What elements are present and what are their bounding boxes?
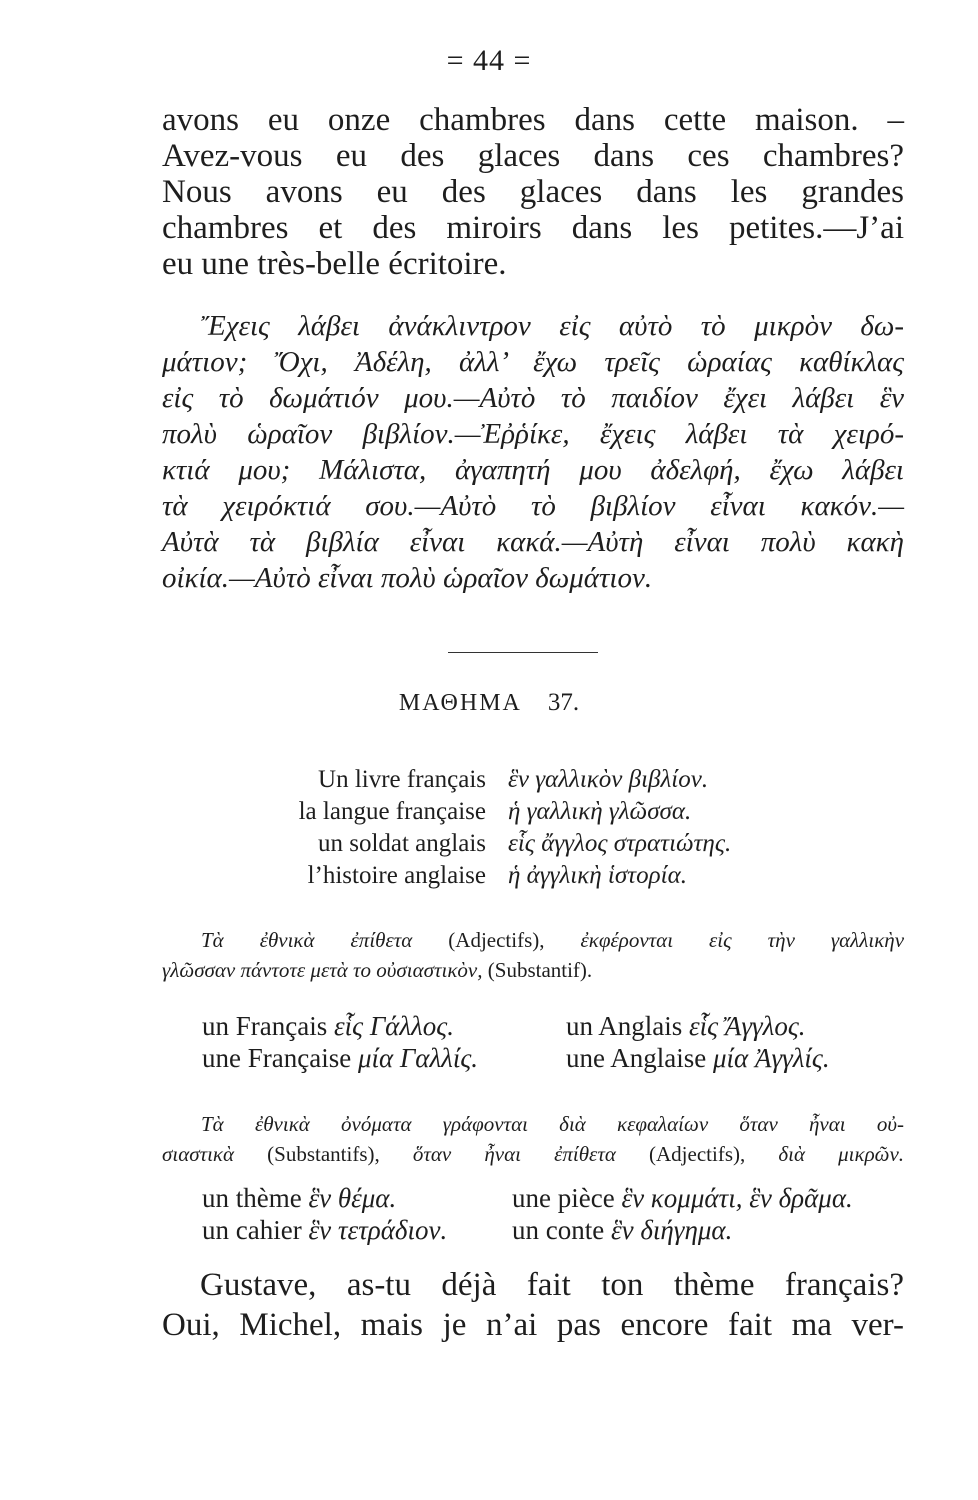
french-line-2: Avez-vous eu des glaces dans ces chambres?	[162, 138, 904, 174]
vocab-gr-3: εἷς ἄγγλος στρατιώτης.	[508, 830, 732, 857]
lesson-heading	[0, 689, 978, 717]
greek-line-1: Ἔχεις λάβει ἀνάκλιντρον εἰς αὐτὸ τὸ μικρὸν δω-	[201, 310, 904, 342]
nationality-row-2b	[566, 1042, 830, 1074]
note1-line-1	[201, 926, 904, 954]
note2-line-1: Τὰ ἐθνικὰ ὀνόματα γράφονται διὰ κεφαλαίων ὅταν ἦναι οὐ-	[201, 1112, 904, 1136]
word-row-1b	[512, 1182, 853, 1214]
greek-line-3: εἰς τὸ δωμάτιόν μου.—Αὐτὸ τὸ παιδίον ἔχει λάβει ἓν	[162, 382, 904, 414]
vocab-fr-3: un soldat anglais	[317, 830, 486, 857]
nationality-fr-2: un Anglais	[566, 1011, 683, 1041]
word-fr-4: un conte	[512, 1215, 605, 1245]
word-gr-4: ἓν διήγημα.	[610, 1215, 733, 1245]
nationality-gr-2: εἷς Ἄγγλος.	[689, 1011, 806, 1041]
french-line-3: Nous avons eu des glaces dans les grandes	[162, 174, 904, 210]
nationality-row-1	[202, 1010, 454, 1042]
french-line-5: eu une très-belle écritoire.	[162, 246, 507, 282]
nationality-fr-1: un Français	[202, 1011, 328, 1041]
page-number: = 44 =	[446, 44, 532, 77]
lesson-title: ΜΑΘΗΜΑ	[398, 690, 522, 716]
word-fr-3: un cahier	[202, 1215, 302, 1245]
note2-text-d: (Adjectifs),	[649, 1142, 746, 1166]
note1-text-e: (Substantif).	[487, 958, 593, 982]
greek-line-5: κτιά μου; Μάλιστα, ἀγαπητή μου ἀδελφή, ἔχω λάβει	[162, 454, 904, 486]
nationality-row-1b	[566, 1010, 806, 1042]
nationality-fr-4: une Anglaise	[566, 1043, 707, 1073]
word-fr-1: un thème	[202, 1183, 302, 1213]
note2-text-c: ὅταν ἦναι ἐπίθετα	[412, 1142, 616, 1166]
note1-text-c: ἐκφέρονται εἰς τὴν γαλλικὴν	[580, 928, 905, 952]
note2-line-2	[162, 1140, 904, 1168]
word-row-1	[202, 1182, 396, 1214]
vocab-fr-2: la langue française	[298, 798, 486, 825]
word-row-2	[202, 1214, 447, 1246]
closing-line-1: Gustave, as-tu déjà fait ton thème français?	[200, 1267, 904, 1303]
nationality-fr-3: une Française	[202, 1043, 352, 1073]
word-row-2b	[512, 1214, 732, 1246]
french-line-1: avons eu onze chambres dans cette maison. –	[162, 102, 904, 138]
nationality-gr-3: μία Γαλλίς.	[357, 1043, 479, 1073]
word-gr-3: ἓν τετράδιον.	[308, 1215, 448, 1245]
nationality-gr-1: εἷς Γάλλος.	[333, 1011, 454, 1041]
note2-text-e: διὰ μικρῶν.	[778, 1142, 905, 1166]
note2-text-a: σιαστικὰ	[162, 1142, 235, 1166]
vocab-gr-1: ἓν γαλλικὸν βιβλίον.	[508, 766, 709, 793]
section-divider	[448, 652, 598, 653]
note2-text-b: (Substantifs),	[267, 1142, 380, 1166]
lesson-number: 37.	[547, 689, 580, 716]
nationality-row-2	[202, 1042, 478, 1074]
french-line-4: chambres et des miroirs dans les petites.—J’ai	[162, 210, 904, 246]
closing-line-2: Oui, Michel, mais je n’ai pas encore fait ma ver-	[162, 1307, 904, 1343]
note1-text-a: Τὰ ἐθνικὰ ἐπίθετα	[201, 928, 413, 952]
word-fr-2: une pièce	[512, 1183, 615, 1213]
word-gr-1: ἓν θέμα.	[308, 1183, 397, 1213]
vocab-fr-4: l’histoire anglaise	[307, 862, 486, 889]
nationality-gr-4: μία Ἀγγλίς.	[712, 1043, 830, 1073]
vocab-fr-1: Un livre français	[318, 766, 486, 793]
word-gr-2: ἓν κομμάτι, ἓν δρᾶμα.	[621, 1183, 853, 1213]
note1-text-d: γλῶσσαν πάντοτε μετὰ το οὐσιαστικὸν,	[162, 958, 483, 982]
note1-text-b: (Adjectifs),	[448, 928, 545, 952]
greek-line-6: τὰ χειρόκτιά σου.—Αὐτὸ τὸ βιβλίον εἶναι κακόν.—	[162, 490, 904, 522]
greek-line-8: οἰκία.—Αὐτὸ εἶναι πολὺ ὡραῖον δωμάτιον.	[162, 562, 653, 594]
vocab-gr-2: ἡ γαλλικὴ γλῶσσα.	[508, 798, 692, 825]
greek-line-7: Αὐτὰ τὰ βιβλία εἶναι κακά.—Αὐτὴ εἶναι πολὺ κακὴ	[162, 526, 904, 558]
vocab-gr-4: ἡ ἀγγλικὴ ἱστορία.	[508, 862, 687, 889]
greek-line-2: μάτιον; Ὄχι, Ἀδέλη, ἀλλ’ ἔχω τρεῖς ὡραίας καθίκλας	[162, 346, 904, 378]
greek-line-4: πολὺ ὡραῖον βιβλίον.—Ἐῤῥίκε, ἔχεις λάβει τὰ χειρό-	[162, 418, 904, 450]
note1-line-2	[162, 956, 592, 984]
